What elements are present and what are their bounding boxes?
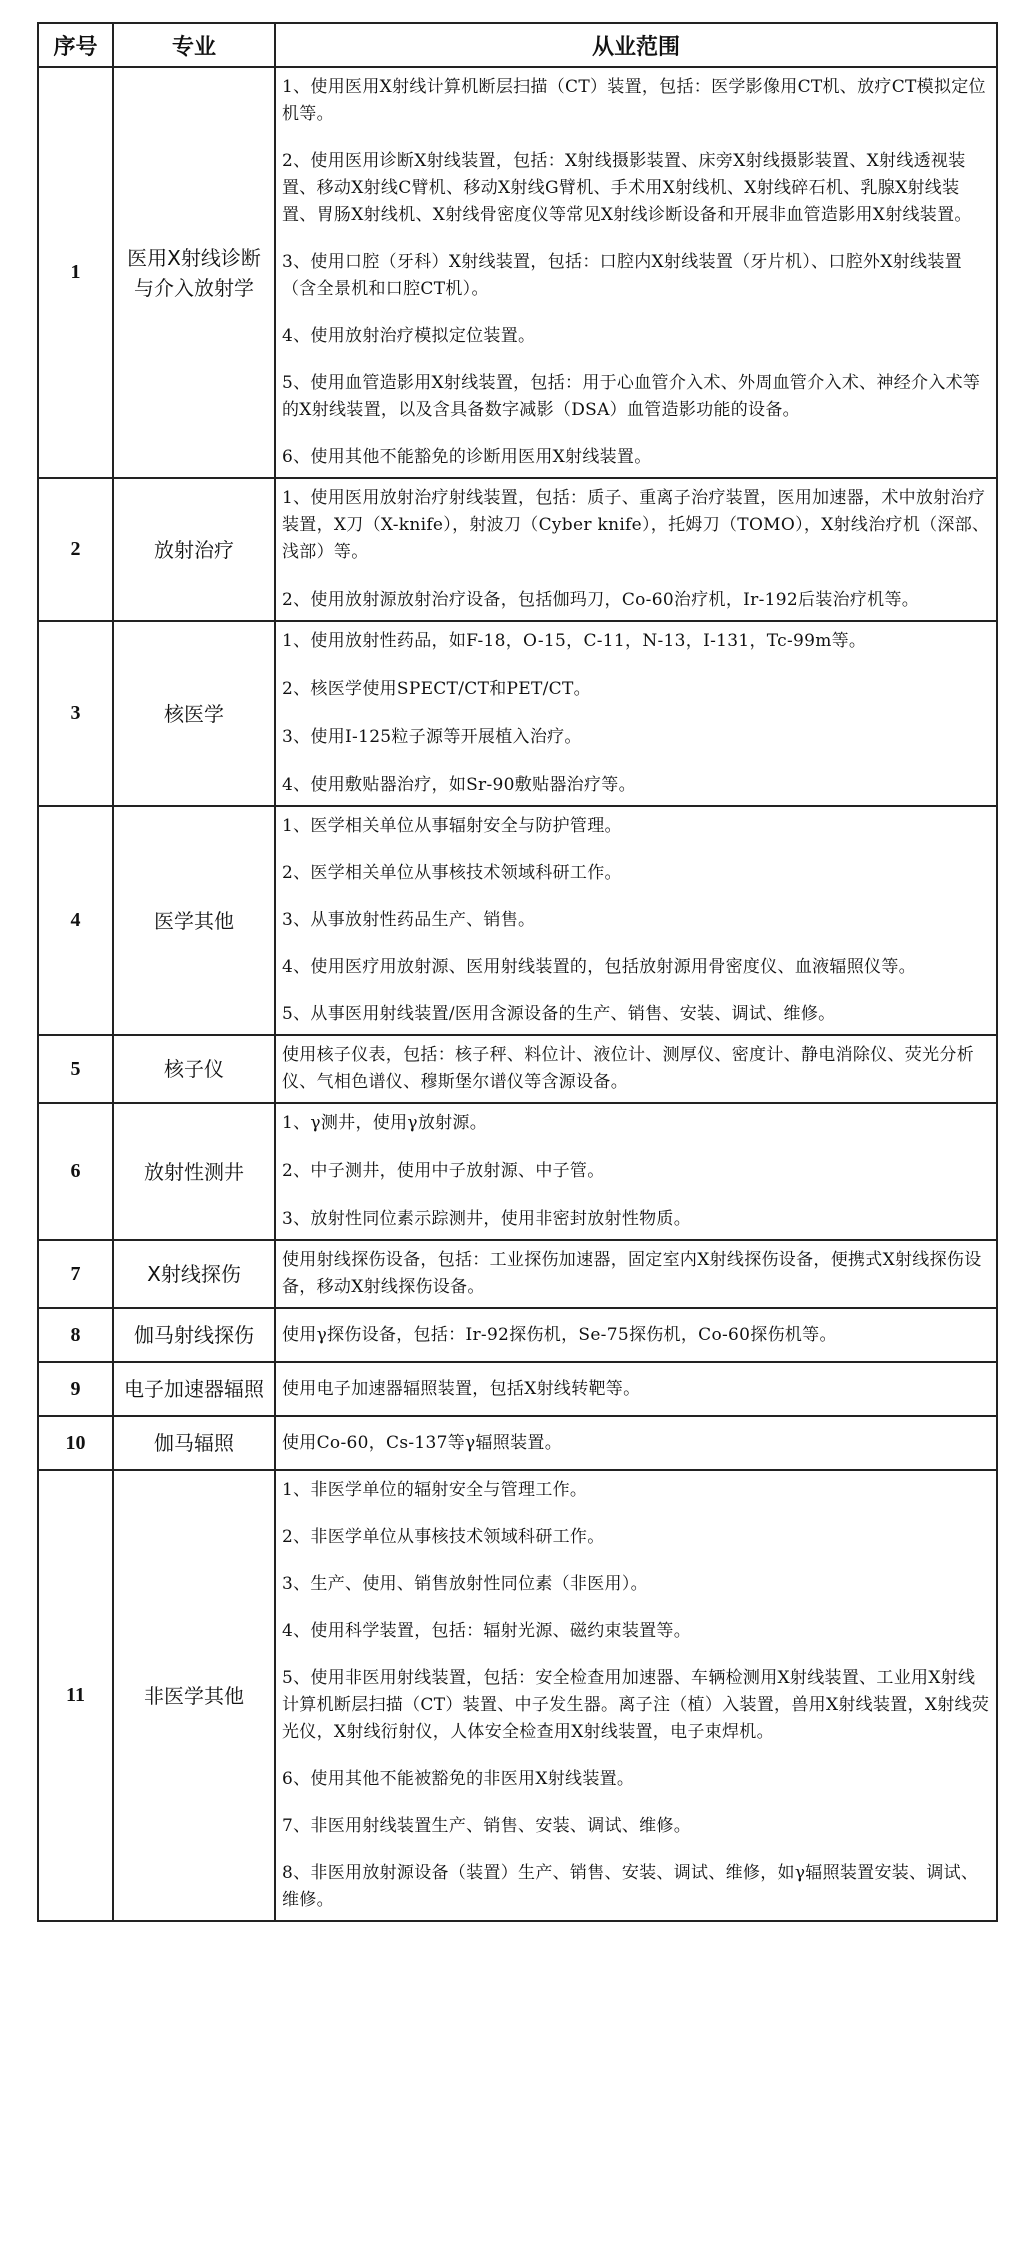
table-row <box>38 806 997 1035</box>
row-major: 放射治疗 <box>113 478 275 621</box>
scope-item: 使用Co-60，Cs-137等γ辐照装置。 <box>282 1432 563 1453</box>
row-number: 5 <box>38 1035 113 1103</box>
row-major: X射线探伤 <box>113 1240 275 1308</box>
scope-item: 7、非医用射线装置生产、销售、安装、调试、维修。 <box>282 1816 692 1836</box>
row-scope <box>275 1470 997 1921</box>
row-scope <box>275 1362 997 1416</box>
row-scope <box>275 1240 997 1308</box>
scope-item: 使用核子仪表，包括：核子秤、料位计、液位计、测厚仪、密度计、静电消除仪、荧光分析仪、气相色谱仪、穆斯堡尔谱仪等含源设备。 <box>282 1045 974 1092</box>
row-major: 伽马射线探伤 <box>113 1308 275 1362</box>
scope-item: 5、从事医用射线装置/医用含源设备的生产、销售、安装、调试、维修。 <box>282 1004 836 1024</box>
row-scope <box>275 1103 997 1240</box>
table-row <box>38 1103 997 1240</box>
row-number: 11 <box>38 1470 113 1921</box>
scope-item: 6、使用其他不能豁免的诊断用医用X射线装置。 <box>282 447 652 467</box>
scope-item: 2、使用放射源放射治疗设备，包括伽玛刀，Co-60治疗机，Ir-192后装治疗机等。 <box>282 590 920 610</box>
scope-item: 2、中子测井，使用中子放射源、中子管。 <box>282 1161 605 1181</box>
table-row <box>38 67 997 478</box>
scope-item: 2、核医学使用SPECT/CT和PET/CT。 <box>282 679 591 699</box>
row-scope <box>275 478 997 621</box>
table-header-row <box>38 23 997 67</box>
table-row <box>38 1240 997 1308</box>
row-number: 10 <box>38 1416 113 1470</box>
row-major: 放射性测井 <box>113 1103 275 1240</box>
scope-item: 4、使用放射治疗模拟定位装置。 <box>282 326 536 346</box>
scope-item: 4、使用科学装置，包括：辐射光源、磁约束装置等。 <box>282 1621 692 1641</box>
scope-item: 1、使用医用X射线计算机断层扫描（CT）装置，包括：医学影像用CT机、放疗CT模拟定位机等。 <box>282 77 986 124</box>
scope-item: 3、生产、使用、销售放射性同位素（非医用）。 <box>282 1574 648 1594</box>
table-row <box>38 1362 997 1416</box>
row-scope <box>275 621 997 806</box>
row-major: 医用X射线诊断与介入放射学 <box>113 67 275 478</box>
row-major: 非医学其他 <box>113 1470 275 1921</box>
table-row <box>38 1470 997 1921</box>
scope-item: 1、非医学单位的辐射安全与管理工作。 <box>282 1480 588 1500</box>
table-row <box>38 621 997 806</box>
scope-item: 1、医学相关单位从事辐射安全与防护管理。 <box>282 816 622 836</box>
scope-item: 2、使用医用诊断X射线装置，包括：X射线摄影装置、床旁X射线摄影装置、X射线透视装置、移动X射线C臂机、移动X射线G臂机、手术用X射线机、X射线碎石机、乳腺X射线装置、胃肠X射线机、X射线骨密度仪等常见X射线诊断设备和开展非血管造影用X射线装置。 <box>282 151 972 225</box>
header-scope: 从业范围 <box>275 23 997 67</box>
scope-item: 3、放射性同位素示踪测井，使用非密封放射性物质。 <box>282 1209 692 1229</box>
row-number: 7 <box>38 1240 113 1308</box>
scope-item: 2、非医学单位从事核技术领域科研工作。 <box>282 1527 605 1547</box>
row-scope <box>275 1035 997 1103</box>
row-number: 3 <box>38 621 113 806</box>
row-number: 4 <box>38 806 113 1035</box>
row-number: 9 <box>38 1362 113 1416</box>
scope-item: 使用射线探伤设备，包括：工业探伤加速器，固定室内X射线探伤设备，便携式X射线探伤设备，移动X射线探伤设备。 <box>282 1250 982 1297</box>
row-scope <box>275 806 997 1035</box>
row-major: 医学其他 <box>113 806 275 1035</box>
row-number: 8 <box>38 1308 113 1362</box>
scope-table-page <box>37 22 996 1922</box>
scope-item: 6、使用其他不能被豁免的非医用X射线装置。 <box>282 1769 635 1789</box>
scope-item: 3、使用口腔（牙科）X射线装置，包括：口腔内X射线装置（牙片机）、口腔外X射线装置（含全景机和口腔CT机）。 <box>282 252 962 299</box>
scope-item: 4、使用医疗用放射源、医用射线装置的，包括放射源用骨密度仪、血液辐照仪等。 <box>282 957 916 977</box>
header-major: 专业 <box>113 23 275 67</box>
scope-item: 2、医学相关单位从事核技术领域科研工作。 <box>282 863 622 883</box>
scope-table <box>37 22 998 1922</box>
scope-item: 1、使用放射性药品，如F-18，O-15，C-11，N-13，I-131，Tc-99m等。 <box>282 631 867 651</box>
scope-item: 8、非医用放射源设备（装置）生产、销售、安装、调试、维修，如γ辐照装置安装、调试、维修。 <box>282 1863 979 1910</box>
row-scope <box>275 1308 997 1362</box>
scope-item: 5、使用血管造影用X射线装置，包括：用于心血管介入术、外周血管介入术、神经介入术等的X射线装置，以及含具备数字减影（DSA）血管造影功能的设备。 <box>282 373 981 420</box>
scope-item: 使用γ探伤设备，包括：Ir-92探伤机，Se-75探伤机，Co-60探伤机等。 <box>282 1324 837 1345</box>
row-major: 伽马辐照 <box>113 1416 275 1470</box>
row-scope <box>275 1416 997 1470</box>
scope-item: 3、从事放射性药品生产、销售。 <box>282 910 536 930</box>
table-row <box>38 478 997 621</box>
scope-item: 使用电子加速器辐照装置，包括X射线转靶等。 <box>282 1378 641 1399</box>
scope-item: 1、使用医用放射治疗射线装置，包括：质子、重离子治疗装置，医用加速器，术中放射治疗装置，X刀（X-knife），射波刀（Cyber knife），托姆刀（TOMO），X射线治疗机（深部、浅部）等。 <box>282 488 990 562</box>
scope-item: 3、使用I-125粒子源等开展植入治疗。 <box>282 727 582 747</box>
row-scope <box>275 67 997 478</box>
row-number: 1 <box>38 67 113 478</box>
table-row <box>38 1035 997 1103</box>
table-body <box>38 67 997 1921</box>
row-major: 电子加速器辐照 <box>113 1362 275 1416</box>
scope-item: 5、使用非医用射线装置，包括：安全检查用加速器、车辆检测用X射线装置、工业用X射线计算机断层扫描（CT）装置、中子发生器。离子注（植）入装置，兽用X射线装置，X射线荧光仪，X射线衍射仪，人体安全检查用X射线装置，电子束焊机。 <box>282 1668 990 1742</box>
row-major: 核子仪 <box>113 1035 275 1103</box>
row-number: 2 <box>38 478 113 621</box>
scope-item: 4、使用敷贴器治疗，如Sr-90敷贴器治疗等。 <box>282 775 636 795</box>
header-no: 序号 <box>38 23 113 67</box>
table-row <box>38 1416 997 1470</box>
scope-item: 1、γ测井，使用γ放射源。 <box>282 1113 488 1133</box>
table-row <box>38 1308 997 1362</box>
row-number: 6 <box>38 1103 113 1240</box>
row-major: 核医学 <box>113 621 275 806</box>
